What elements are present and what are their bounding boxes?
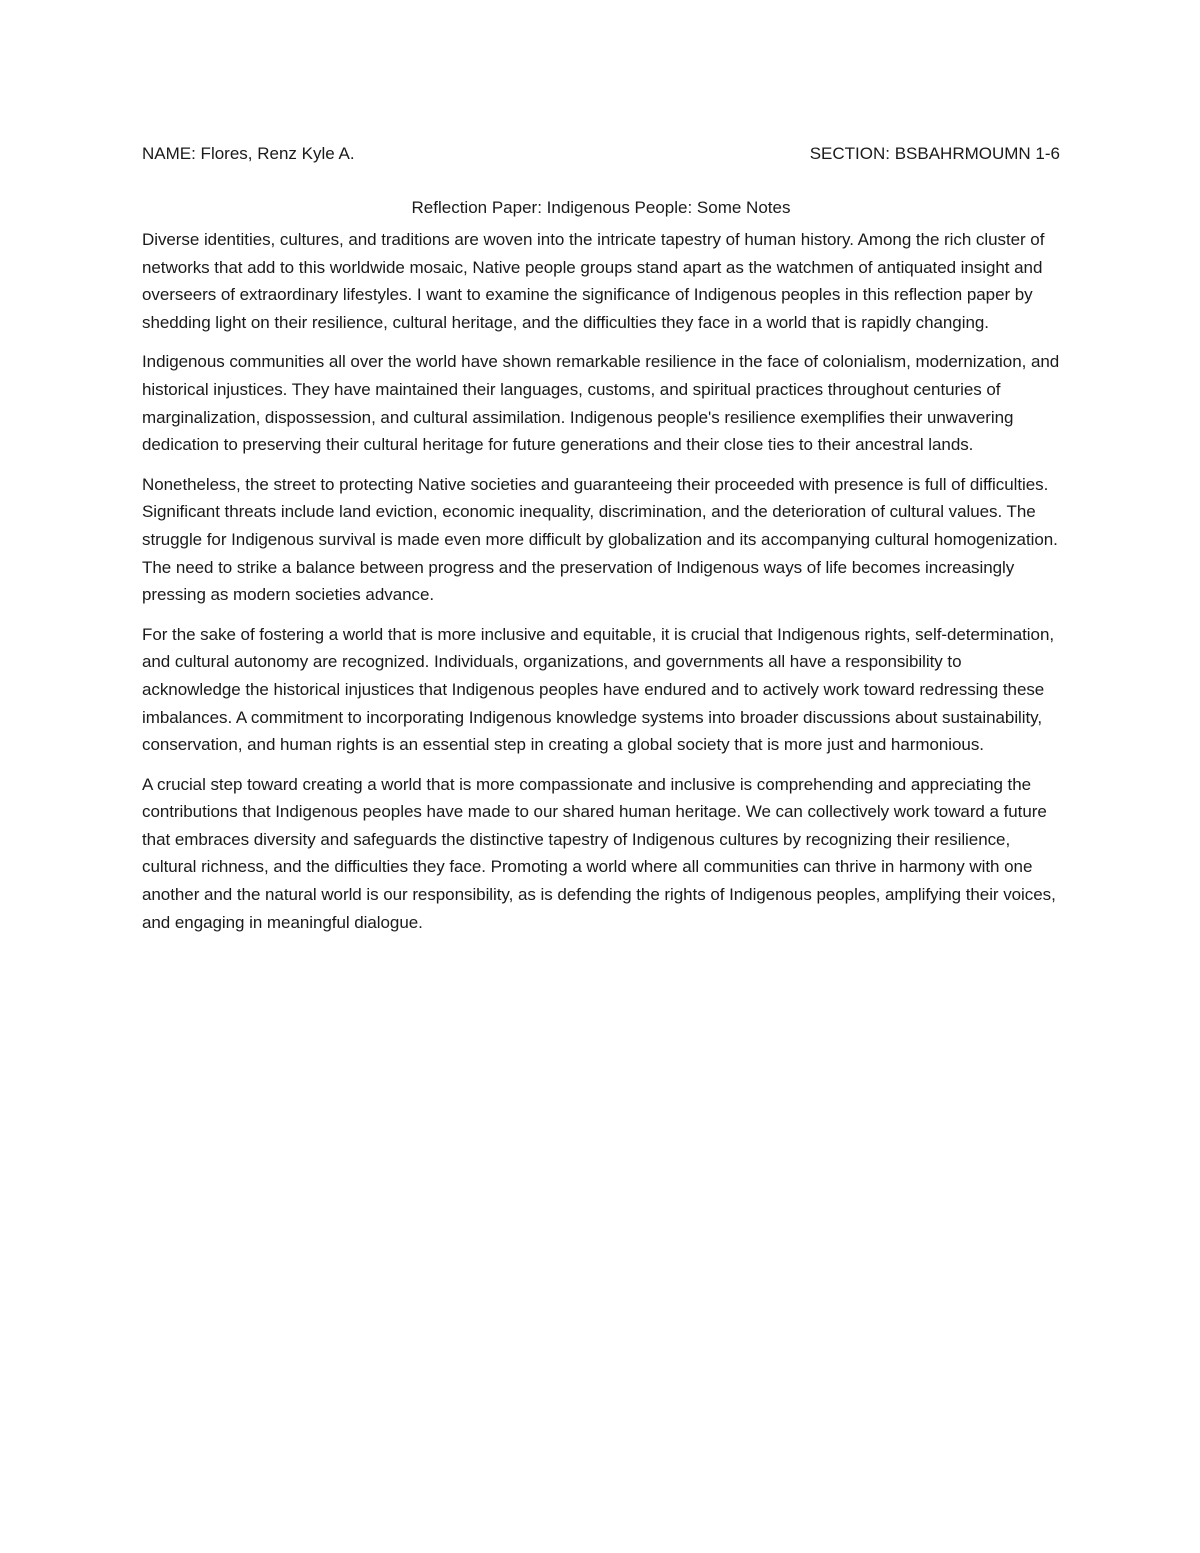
paragraph-1: Diverse identities, cultures, and traditions are woven into the intricate tapestry of human history. Among the rich cluster of networks that add to this worldwide mosaic, Native people groups stand apart as the watchmen of antiquated insight and overseers of extraordinary lifestyles. I want to examine the significance of Indigenous peoples in this reflection paper by shedding light on their resilience, cultural heritage, and the difficulties they face in a world that is rapidly changing. <box>142 230 1045 332</box>
paper-title: Reflection Paper: Indigenous People: Some Notes <box>411 198 791 217</box>
paragraph-2: Indigenous communities all over the world have shown remarkable resilience in the face of colonialism, modernization, and historical injustices. They have maintained their languages, customs, and spiritual practices throughout centuries of marginalization, dispossession, and cultural assimilation. Indigenous people's resilience exemplifies their unwavering dedication to preserving their cultural heritage for future generations and their close ties to their ancestral lands. <box>142 352 1060 455</box>
document-body <box>142 140 1060 936</box>
header-row <box>142 140 1060 168</box>
student-section: SECTION: BSBAHRMOUMN 1-6 <box>809 144 1060 163</box>
paragraph-3: Nonetheless, the street to protecting Native societies and guaranteeing their proceeded with presence is full of difficulties. Significant threats include land eviction, economic inequality, discrimination, and the deterioration of cultural values. The struggle for Indigenous survival is made even more difficult by globalization and its accompanying cultural homogenization. The need to strike a balance between progress and the preservation of Indigenous ways of life becomes increasingly pressing as modern societies advance. <box>142 474 1058 605</box>
paragraph-5: A crucial step toward creating a world that is more compassionate and inclusive is comprehending and appreciating the contributions that Indigenous peoples have made to our shared human heritage. We can collectively work toward a future that embraces diversity and safeguards the distinctive tapestry of Indigenous cultures by recognizing their resilience, cultural richness, and the difficulties they face. Promoting a world where all communities can thrive in harmony with one another and the natural world is our responsibility, as is defending the rights of Indigenous peoples, amplifying their voices, and engaging in meaningful dialogue. <box>142 774 1056 932</box>
paragraph-4: For the sake of fostering a world that is more inclusive and equitable, it is crucial that Indigenous rights, self-determination, and cultural autonomy are recognized. Individuals, organizations, and governments all have a responsibility to acknowledge the historical injustices that Indigenous peoples have endured and to actively work toward redressing these imbalances. A commitment to incorporating Indigenous knowledge systems into broader discussions about sustainability, conservation, and human rights is an essential step in creating a global society that is more just and harmonious. <box>142 624 1055 755</box>
student-name: NAME: Flores, Renz Kyle A. <box>142 144 355 163</box>
